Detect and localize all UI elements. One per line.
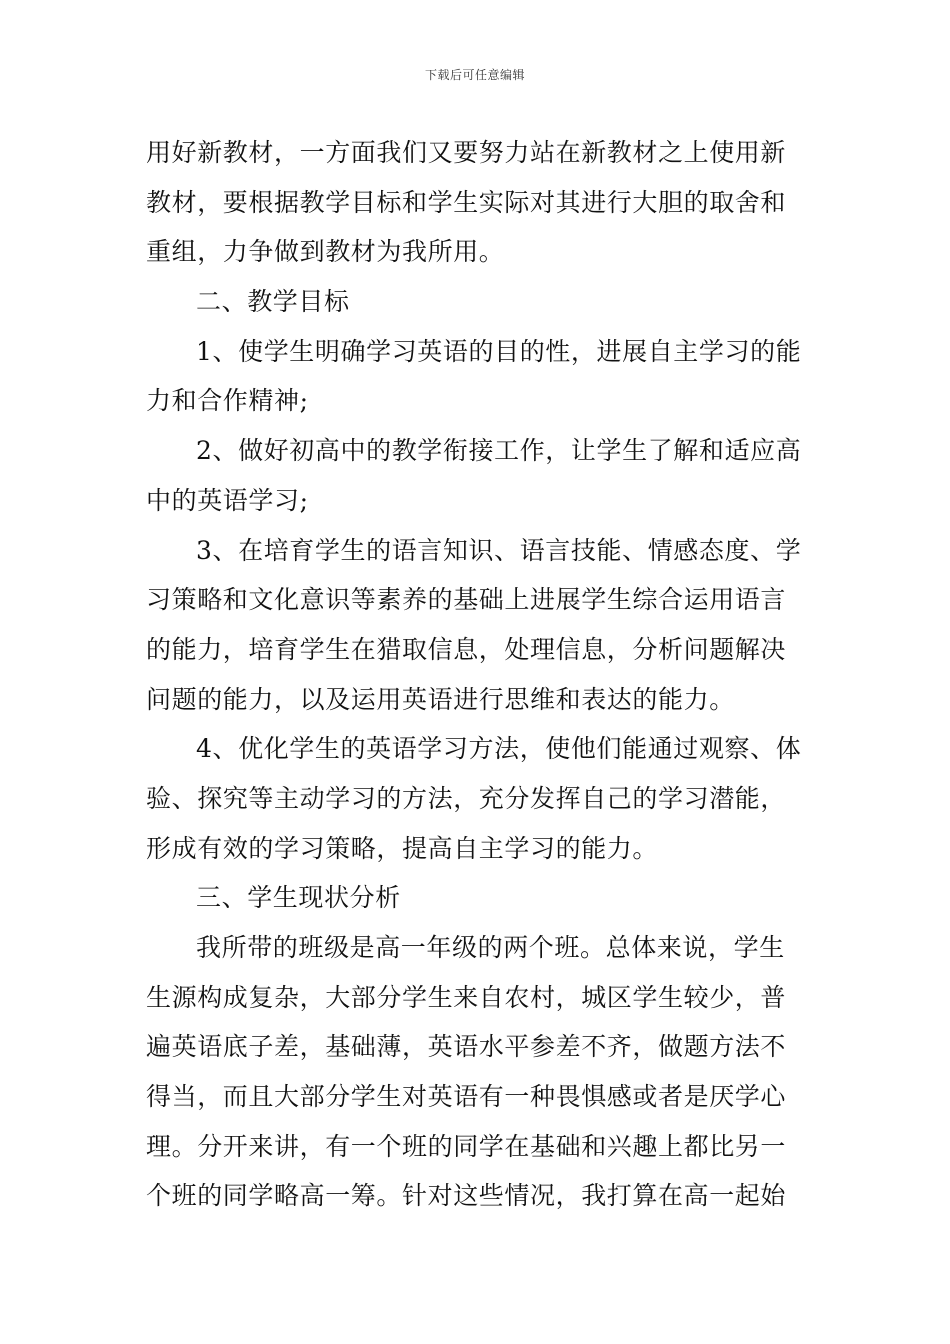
text-line: 个班的同学略高一筹。针对这些情况，我打算在高一起始 — [146, 1181, 787, 1211]
text-line: 3、在培育学生的语言知识、语言技能、情感态度、学 — [196, 535, 802, 565]
text-line: 4、优化学生的英语学习方法，使他们能通过观察、体 — [196, 734, 802, 764]
text-line: 习策略和文化意识等素养的基础上进展学生综合运用语言 — [146, 585, 787, 615]
text-line: 问题的能力，以及运用英语进行思维和表达的能力。 — [146, 684, 735, 714]
text-line: 用好新教材，一方面我们又要努力站在新教材之上使用新 — [146, 138, 787, 167]
text-line: 的能力，培育学生在猎取信息，处理信息，分析问题解决 — [146, 634, 787, 664]
text-line: 理。分开来讲，有一个班的同学在基础和兴趣上都比另一 — [146, 1131, 787, 1161]
document-body — [146, 128, 808, 1221]
page-header-note: 下载后可任意编辑 — [424, 68, 525, 82]
text-line: 二、教学目标 — [196, 287, 350, 317]
text-line: 重组，力争做到教材为我所用。 — [146, 237, 505, 267]
text-line: 我所带的班级是高一年级的两个班。总体来说，学生 — [196, 933, 785, 962]
text-line: 2、做好初高中的教学衔接工作，让学生了解和适应高 — [196, 436, 802, 466]
text-line: 验、探究等主动学习的方法，充分发挥自己的学习潜能， — [146, 783, 787, 813]
text-line: 力和合作精神; — [146, 386, 309, 416]
text-line: 教材，要根据教学目标和学生实际对其进行大胆的取舍和 — [146, 187, 787, 217]
text-line: 生源构成复杂，大部分学生来自农村，城区学生较少，普 — [146, 982, 787, 1012]
text-line: 形成有效的学习策略，提高自主学习的能力。 — [146, 833, 659, 863]
text-line: 中的英语学习; — [146, 485, 309, 515]
text-line: 得当，而且大部分学生对英语有一种畏惧感或者是厌学心 — [146, 1082, 787, 1112]
text-line: 三、学生现状分析 — [196, 883, 401, 913]
text-line: 遍英语底子差，基础薄，英语水平参差不齐，做题方法不 — [146, 1032, 787, 1062]
text-line: 1、使学生明确学习英语的目的性，进展自主学习的能 — [196, 336, 802, 366]
